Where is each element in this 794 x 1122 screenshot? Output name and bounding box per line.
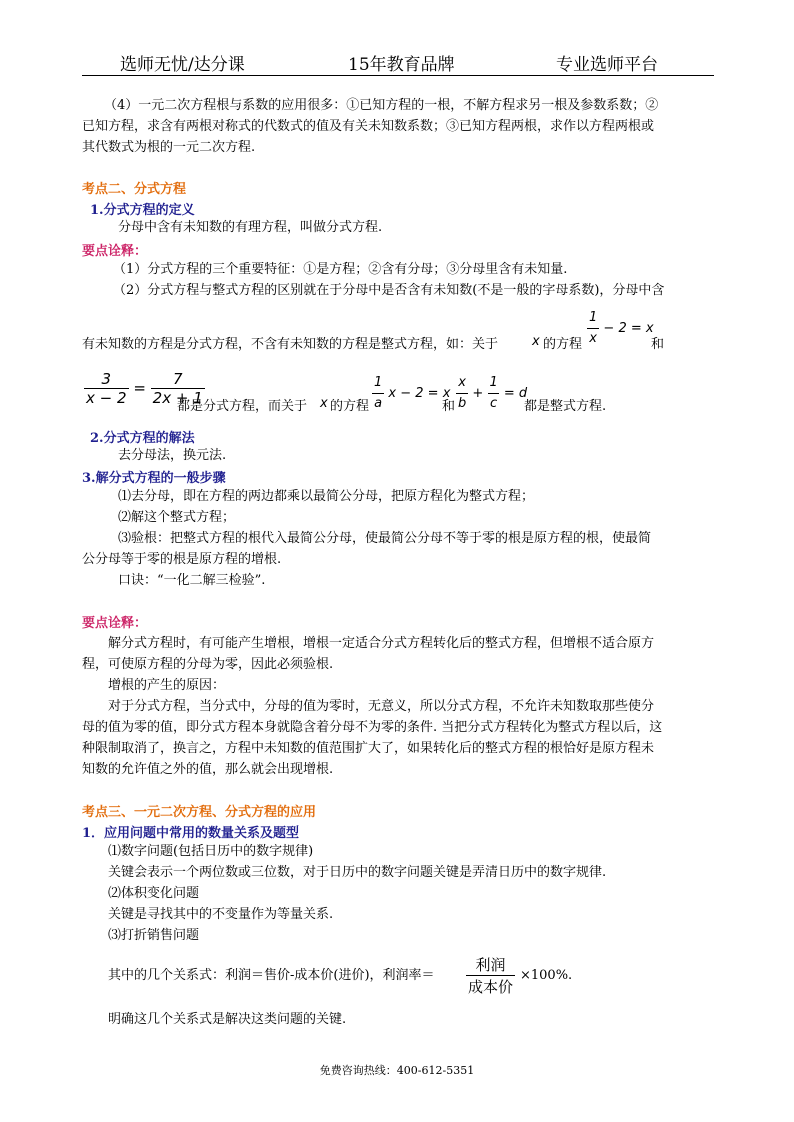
step-3b: 公分母等于零的根是原方程的增根. xyxy=(82,552,282,567)
note-2b: 有未知数的方程是分式方程，不含有未知数的方程是整式方程，如：关于 xyxy=(82,337,499,352)
type-2: ⑵体积变化问题 xyxy=(108,886,200,901)
steps-title: 3.解分式方程的一般步骤 xyxy=(82,471,226,486)
equation-4: $\frac{x}{b}$ + $\frac{1}{c}$ = d xyxy=(456,373,527,414)
solve-text: 去分母法，换元法. xyxy=(118,448,227,463)
intro-line-1: （4）一元二次方程根与系数的应用很多：①已知方程的一根，不解方程求另一根及参数系数；② xyxy=(104,98,659,113)
var-x-2: x xyxy=(320,396,328,411)
para-3d: 知数的允许值之外的值，那么就会出现增根. xyxy=(82,762,334,777)
section3-title: 考点三、一元二次方程、分式方程的应用 xyxy=(82,805,317,820)
note-2a: （2）分式方程与整式方程的区别就在于分母中是否含有未知数(不是一般的字母系数)，分母中含 xyxy=(113,283,665,298)
section3-subtitle: 1．应用问题中常用的数量关系及题型 xyxy=(82,826,300,841)
profit-rate-fraction: $\frac{\text{利润}}{\text{成本价}}$ xyxy=(468,956,514,996)
equation-2: $\frac{3}{x - 2}$ = $\frac{7}{2x + 1}$ xyxy=(86,370,203,407)
note-title: 要点诠释： xyxy=(82,244,148,259)
header-left: 选师无忧/达分课 xyxy=(120,55,245,75)
the-eq-2: 的方程 xyxy=(330,399,370,414)
para-1a: 解分式方程时，有可能产生增根，增根一定适合分式方程转化后的整式方程，但增根不适合原方 xyxy=(108,636,655,651)
relation-a: 其中的几个关系式：利润＝售价-成本价(进价)，利润率＝ xyxy=(108,968,435,983)
intro-line-3: 其代数式为根的一元二次方程. xyxy=(82,140,256,155)
type-2-desc: 关键是寻找其中的不变量作为等量关系. xyxy=(108,907,334,922)
and-2: 和 xyxy=(442,399,456,414)
equation-3: $\frac{1}{a}$ x − 2 = x xyxy=(372,373,450,414)
the-eq-1: 的方程 xyxy=(543,337,583,352)
section2-title: 考点二、分式方程 xyxy=(82,182,187,197)
step-2: ⑵解这个整式方程； xyxy=(118,510,236,525)
header-right: 专业选师平台 xyxy=(556,55,658,75)
type-1-desc: 关键会表示一个两位数或三位数，对于日历中的数字问题关键是弄清日历中的数字规律. xyxy=(108,865,607,880)
header-rule xyxy=(82,75,714,76)
para-3a: 对于分式方程，当分式中，分母的值为零时，无意义，所以分式方程，不允许未知数取那些使分 xyxy=(108,699,655,714)
footer-hotline: 免费咨询热线：400-612-5351 xyxy=(319,1064,475,1077)
type-3: ⑶打折销售问题 xyxy=(108,928,200,943)
line3b: 都是整式方程. xyxy=(524,399,607,414)
type-1: ⑴数字问题(包括日历中的数字规律) xyxy=(108,844,314,859)
final-line: 明确这几个关系式是解决这类问题的关键. xyxy=(108,1012,347,1027)
def-title: 1.分式方程的定义 xyxy=(90,203,195,218)
para-3c: 种限制取消了，换言之，方程中未知数的值范围扩大了，如果转化后的整式方程的根恰好是原方程未 xyxy=(82,741,655,756)
solve-title: 2.分式方程的解法 xyxy=(90,431,195,446)
equation-1: $\frac{1}{x}$ − 2 = x xyxy=(587,308,654,349)
note2-title: 要点诠释： xyxy=(82,616,148,631)
line3a: 都是分式方程，而关于 xyxy=(177,399,308,414)
motto: 口诀：“一化二解三检验”. xyxy=(118,573,266,588)
header-center: 15年教育品牌 xyxy=(348,55,455,75)
var-x-1: x xyxy=(532,334,540,349)
relation-b: ×100%. xyxy=(520,968,573,983)
step-3a: ⑶验根：把整式方程的根代入最简公分母，使最简公分母不等于零的根是原方程的根，使最简 xyxy=(118,531,652,546)
para-1b: 程，可使原方程的分母为零，因此必须验根. xyxy=(82,657,334,672)
para-2: 增根的产生的原因： xyxy=(108,678,226,693)
def-text: 分母中含有未知数的有理方程，叫做分式方程. xyxy=(118,220,383,235)
step-1: ⑴去分母，即在方程的两边都乘以最简公分母，把原方程化为整式方程； xyxy=(118,489,535,504)
note-1: （1）分式方程的三个重要特征：①是方程；②含有分母；③分母里含有未知量. xyxy=(113,262,568,277)
para-3b: 母的值为零的值，即分式方程本身就隐含着分母不为零的条件. 当把分式方程转化为整式方程以后，这 xyxy=(82,720,663,735)
and-1: 和 xyxy=(651,337,665,352)
intro-line-2: 已知方程，求含有两根对称式的代数式的值及有关未知数系数；③已知方程两根，求作以方程两根或 xyxy=(82,119,655,134)
